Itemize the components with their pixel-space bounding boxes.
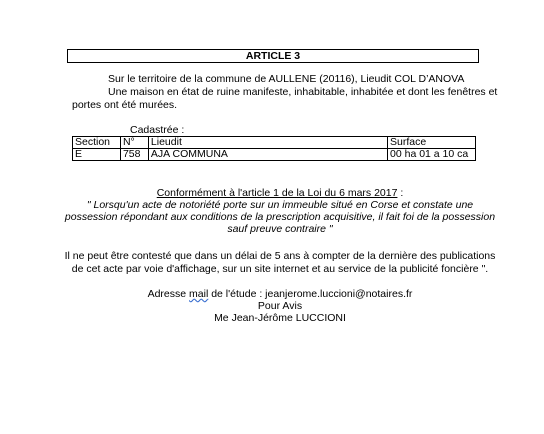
header-section: Section bbox=[73, 137, 121, 149]
table-row bbox=[73, 149, 476, 161]
cadastre-header-row bbox=[73, 137, 476, 149]
cell-lieudit: AJA COMMUNA bbox=[148, 149, 387, 161]
cell-surface: 00 ha 01 a 10 ca bbox=[388, 149, 476, 161]
adresse-prefix: Adresse bbox=[147, 288, 190, 300]
adresse-mail-word: mail bbox=[189, 288, 209, 300]
header-numero: N° bbox=[120, 137, 148, 149]
article-title-box bbox=[67, 49, 479, 63]
adresse-suffix: de l'étude : jeanjerome.luccioni@notaires.fr bbox=[208, 288, 413, 300]
conformement-text: Conformément à l'article 1 de la Loi du 6 mars 2017 bbox=[156, 187, 398, 199]
header-surface: Surface bbox=[388, 137, 476, 149]
cadastre-label: Cadastrée : bbox=[130, 124, 185, 136]
contact-block bbox=[60, 288, 500, 324]
cadastre-table bbox=[72, 136, 476, 161]
conformement-suffix: : bbox=[397, 187, 404, 199]
quote-line-1: " Lorsqu'un acte de notoriété porte sur un immeuble situé en Corse et constate une bbox=[86, 199, 474, 211]
intro-block bbox=[72, 73, 512, 112]
intro-line-commune: Sur le territoire de la commune de AULLENE (20116), Lieudit COL D’ANOVA bbox=[108, 73, 465, 85]
quote-line-2: possession répondant aux conditions de la prescription acquisitive, il fait foi de la possession bbox=[64, 211, 496, 223]
quote-line-3: sauf preuve contraire " bbox=[227, 223, 333, 235]
cell-section: E bbox=[73, 149, 121, 161]
adresse-line bbox=[60, 288, 500, 300]
header-lieudit: Lieudit bbox=[148, 137, 387, 149]
pour-avis: Pour Avis bbox=[257, 300, 303, 312]
contest-line-2: de cet acte par voie d'affichage, sur un site internet et au service de la publicité foncière ". bbox=[71, 263, 489, 275]
cell-numero: 758 bbox=[120, 149, 148, 161]
signature: Me Jean-Jérôme LUCCIONI bbox=[214, 312, 346, 324]
quote-block bbox=[60, 199, 500, 235]
article-title: ARTICLE 3 bbox=[245, 50, 301, 62]
contest-line-1: Il ne peut être contesté que dans un délai de 5 ans à compter de la dernière des publications bbox=[64, 250, 496, 262]
contest-block bbox=[60, 250, 500, 276]
conformement-line bbox=[60, 187, 500, 199]
intro-paragraph-maison: Une maison en état de ruine manifeste, inhabitable, inhabitée et dont les fenêtres et portes ont été murées. bbox=[72, 86, 498, 111]
